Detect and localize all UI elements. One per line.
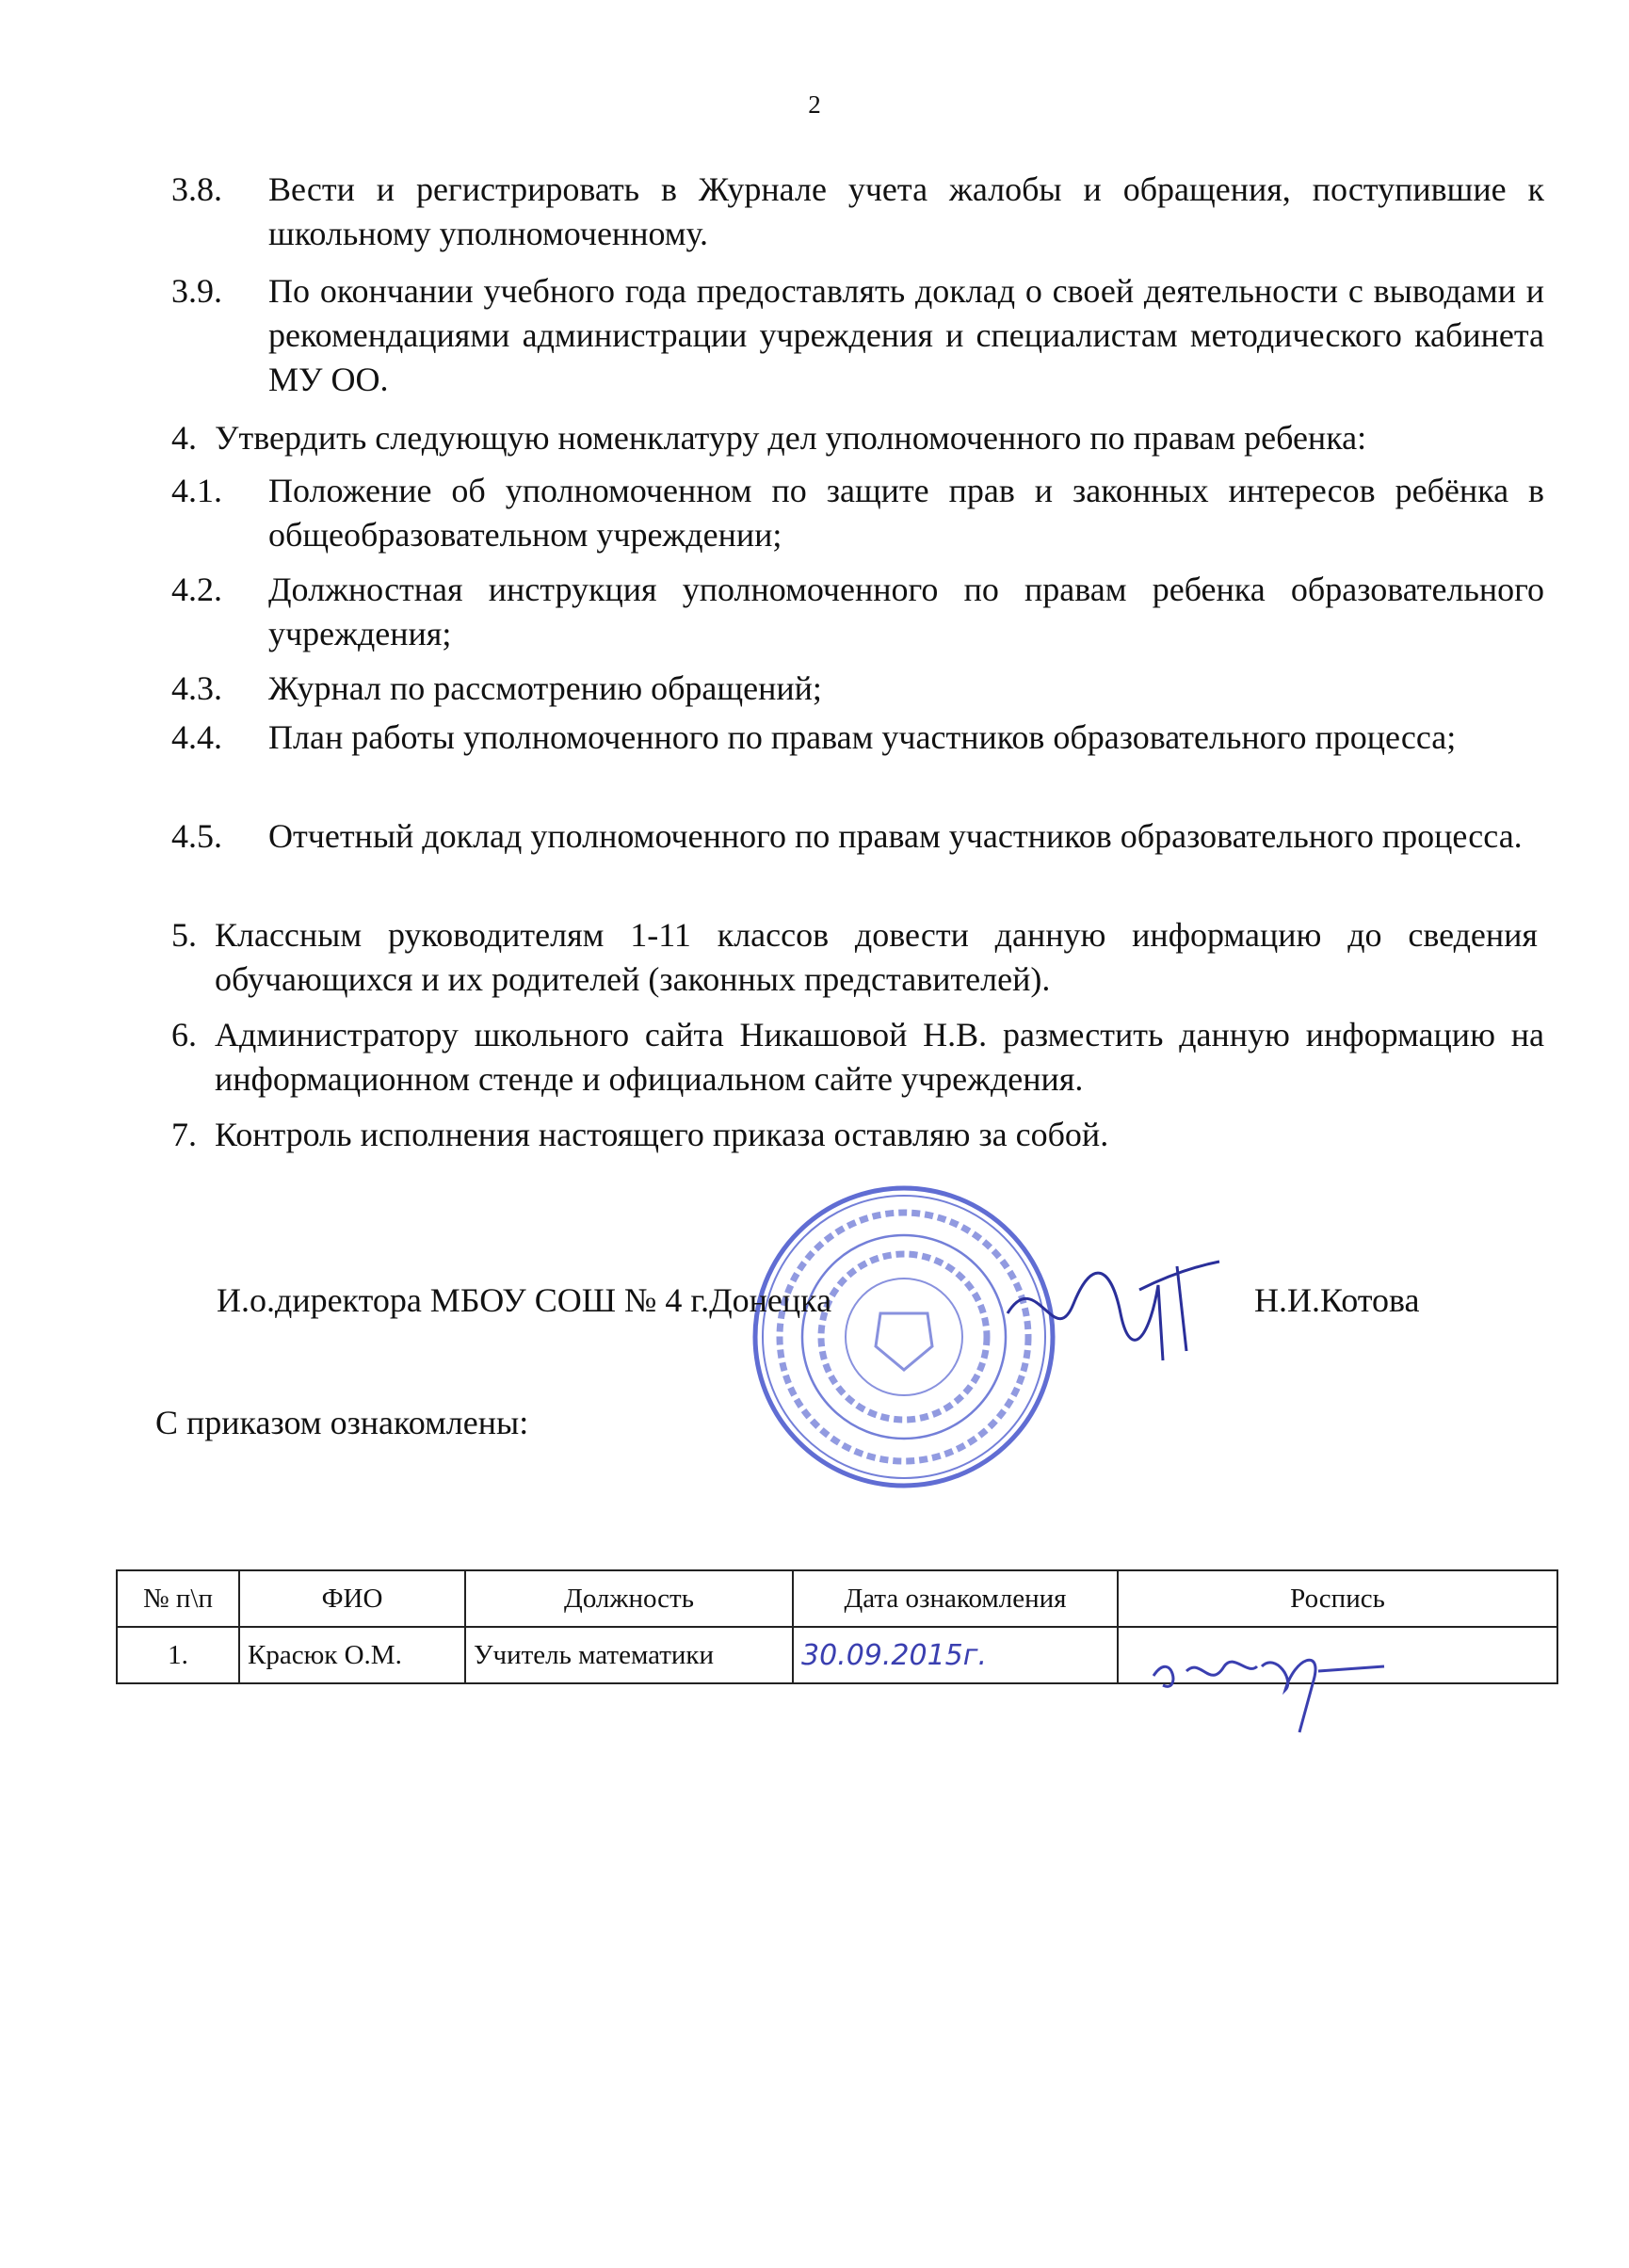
item-text: Вести и регистрировать в Журнале учета жалобы и обращения, поступившие к школьному уполномоченному. bbox=[268, 170, 1544, 252]
item-text: Журнал по рассмотрению обращений; bbox=[268, 669, 822, 707]
item-text: Отчетный доклад уполномоченного по правам участников образовательного процесса. bbox=[268, 817, 1523, 855]
item-text: Утвердить следующую номенклатуру дел уполномоченного по правам ребенка: bbox=[215, 419, 1367, 457]
item-number: 4.4. bbox=[171, 718, 222, 756]
col-header-name: ФИО bbox=[239, 1570, 465, 1627]
table-header-row bbox=[117, 1570, 1557, 1627]
item-text: Должностная инструкция уполномоченного по правам ребенка образовательного учреждения; bbox=[268, 571, 1544, 652]
item-number: 3.9. bbox=[171, 272, 222, 310]
col-header-position: Должность bbox=[465, 1570, 793, 1627]
item-text: Администратору школьного сайта Никашовой Н.В. разместить данную информацию на информационном стенде и официальном сайте учреждения. bbox=[215, 1016, 1544, 1098]
item-text: План работы уполномоченного по правам участников образовательного процесса; bbox=[268, 718, 1457, 756]
item-number: 4. bbox=[171, 419, 197, 457]
col-header-signature: Роспись bbox=[1118, 1570, 1557, 1627]
item-text: Положение об уполномоченном по защите прав и законных интересов ребёнка в общеобразовательном учреждении; bbox=[268, 472, 1544, 554]
cell-position: Учитель математики bbox=[465, 1627, 793, 1683]
cell-date: 30.09.2015г. bbox=[793, 1627, 1118, 1683]
col-header-number: № п\п bbox=[117, 1570, 239, 1627]
teacher-signature bbox=[1144, 1638, 1389, 1742]
item-text: Классным руководителям 1-11 классов довести данную информацию до сведения обучающихся и их родителей (законных представителей). bbox=[215, 916, 1538, 998]
cell-number: 1. bbox=[117, 1627, 239, 1683]
item-number: 7. bbox=[171, 1116, 197, 1153]
cell-name: Красюк О.М. bbox=[239, 1627, 465, 1683]
item-number: 4.1. bbox=[171, 472, 222, 509]
item-number: 5. bbox=[171, 916, 197, 954]
director-signature bbox=[998, 1247, 1224, 1370]
acknowledged-label: С приказом ознакомлены: bbox=[155, 1404, 529, 1441]
item-number: 3.8. bbox=[171, 170, 222, 208]
item-number: 4.3. bbox=[171, 669, 222, 707]
signer-name: Н.И.Котова bbox=[1254, 1281, 1420, 1319]
col-header-date: Дата ознакомления bbox=[793, 1570, 1118, 1627]
item-number: 4.2. bbox=[171, 571, 222, 608]
signer-position: И.о.директора МБОУ СОШ № 4 г.Донецка bbox=[217, 1281, 832, 1319]
item-text: Контроль исполнения настоящего приказа оставляю за собой. bbox=[215, 1116, 1109, 1153]
item-text: По окончании учебного года предоставлять доклад о своей деятельности с выводами и рекомендациями администрации учреждения и специалистам методического кабинета МУ ОО. bbox=[268, 272, 1544, 398]
item-number: 6. bbox=[171, 1016, 197, 1054]
page-number: 2 bbox=[808, 90, 821, 119]
item-number: 4.5. bbox=[171, 817, 222, 855]
